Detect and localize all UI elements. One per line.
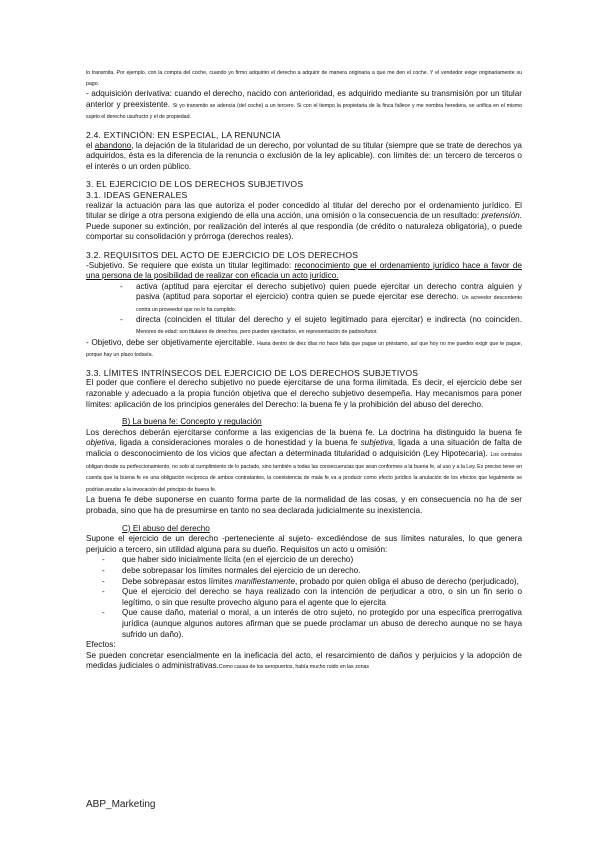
list-item: - activa (aptitud para ejercitar el derecho subjetivo) quien puede ejercitar un derecho contra alguien y pasiva (aptitud para soportar el ejercicio) contra quien se puede ejercitar ese derecho. Un acreedor descontento contra un proveedor que no lo ha cumplido. [86,282,522,316]
heading-3: 3. EL EJERCICIO DE LOS DERECHOS SUBJETIVOS [86,179,304,190]
list-item: - directa (coinciden el titular del derecho y el sujeto legitimado para ejercitar) e indirecta (no coinciden. Menores de edad: son titulares de derechos, pero pueden ejercitarlos, en representación de padres/tutor. [86,315,522,337]
heading-3-1: 3.1. IDEAS GENERALES [86,189,188,200]
pretension-term: pretensión. [481,211,522,221]
effects-paragraph: Se pueden concretar esencialmente en la ineficacia del acto, el resarcimiento de daños y perjuicios y la adopción de medidas judiciales o administrativas.Como causa de los aeropuertos, había mucho ruido en las zonas [86,650,522,671]
list-item: - Que cause daño, material o moral, a un interés de otro sujeto, no protegido por una específica prerrogativa jurídica (aunque algunos autores afirman que se puede proclamar un abuso de derecho aunque no se haya sufrido un daño). [86,608,522,640]
heading-3-3: 3.3. LÍMITES INTRÍNSECOS DEL EJERCICIO DE LOS DERECHOS SUBJETIVOS [86,367,419,378]
abandono-term: abandono [94,140,132,150]
legitimation-definition: reconocimiento que el ordenamiento jurídico hace a favor de una persona de la posibilidad de realizar con eficacia un acto jurídico. [86,260,522,281]
derivative-example: Si yo transmito se adencia (del coche) a un tercero. Si con el tiempo la propietaria de la finca fallece y me nombra heredera, se unifica en el mismo sujeto el derecho usufructo y el de propiedad. [86,102,522,121]
intro-paragraph: lo transmita. Por ejemplo, con la compra del coche, cuando yo firmo adquiriro el derecho a adquirir de manera originaria a que me den el coche. Y el vendedor exige originariamente su pago. [86,70,522,87]
page-footer: ABP_Marketing [86,799,156,810]
objective-example: Hasta dentro de diez días no hace falta que pague un préstamo, así que hoy no me puedes exigir que te pague, porque hay un plazo todavía. [86,340,522,359]
abuso-requirements-list [86,555,522,640]
buena-fe-example: Los contratos obligan desde su perfeccionamiento, no solo al cumplimiento de lo pactado, sino también a todas las consecuencias que sean conformes a la buena fe, al uso y a la Ley. Es preciso tener en cuenta que la buena fe es una obligación recíproca de ambos contratantes, la coexistencia de mala fe va a producir como efecto jurídico la anulación de los efectos que legalmente se podrían anudar a la invocación del principio de buena fe. [86,452,522,493]
renuncia-paragraph: el abandono, la dejación de la titularidad de un derecho, por voluntad de su titular (siempre que se trate de derechos ya adquiridos, ésta es la diferencia de la renuncia o exclusión de la ley aplicable). con límites de: un tercero de terceros o el interés o un orden público. [86,140,522,171]
legitimation-list [86,282,522,338]
list-item: - Debe sobrepasar estos límites manifiestamente, probado por quien obliga el abuso de derecho (perjudicado), [86,577,522,588]
abuso-paragraph: Supone el ejercicio de un derecho -perteneciente al sujeto- excediéndose de sus límites naturales, lo que genera perjuicio a tercero, sin utilidad alguna para su dueño. Requisitos un acto u omisión: [86,534,522,554]
list-item: - Que el ejercicio del derecho se haya realizado con la intención de perjudicar a otro, o sin un fin serio o legítimo, o sin que resulte provecho alguno para el agente que lo ejercita [86,587,522,608]
objective-requirement: - Objetivo, debe ser objetivamente ejercitable. Hasta dentro de diez días no hace falta que pague un préstamo, así que hoy no me puedes exigir que te pague, porque hay un plazo todavía. [86,337,522,359]
list-item-example: Menores de edad: son titulares de derechos, pero pueden ejercitarlos, en representación de padres/tutor. [136,329,378,336]
list-item-example: Un acreedor descontento contra un proveedor que no lo ha cumplido. [136,295,522,313]
heading-3-2: 3.2. REQUISITOS DEL ACTO DE EJERCICIO DE LOS DERECHOS [86,249,359,260]
buena-fe-paragraph: Los derechos deberán ejercitarse conforme a las exigencias de la buena fe. La doctrina ha distinguido la buena fe objetiva, ligada a consideraciones morales o de honestidad y la buena fe subjetiva, ligada a una situación de falta de malicia o desconocimiento de los vicios que afectan a determinada titularidad o adquisición (Ley Hipotecaria). Los contratos obligan desde su perfeccionamiento, no solo al cumplimiento de lo pactado, sino también a todas las consecuencias que sean conformes a la buena fe, al uso y a la Ley. Es preciso tener en cuenta que la buena fe es una obligación recíproca de ambos contratantes, la coexistencia de mala fe va a producir como efecto jurídico la anulación de los efectos que legalmente se podrían anudar a la invocación del principio de buena fe. [86,427,522,493]
heading-buena-fe: B) La buena fe: Concepto y regulación [122,417,262,427]
heading-abuso: C) El abuso del derecho [122,523,210,533]
list-item: - que haber sido inicialmente lícita (en el ejercicio de un derecho) [86,555,522,566]
buena-fe-presumption: La buena fe debe suponerse en cuanto forma parte de la normalidad de las cosas, y en consecuencia no ha de ser probada, sino que ha de presumirse en tanto no sea declarada judicialmente su inexistencia. [86,495,522,515]
ideas-generales-paragraph: realizar la actuación para las que autoriza el poder concedido al titular del derecho por el ordenamiento jurídico. El titular se dirige a otra persona exigiendo de ella una acción, una omisión o la consecuencia de un resultado: pretensión. Puede suponer su extinción, por realización del interés al que respondía (de crédito o naturaleza obligatoria), o puede comportar su consolidación y prórroga (derechos reales). [86,200,522,242]
list-item: - debe sobrepasar los límites normales del ejercicio de un derecho. [86,566,522,577]
limits-paragraph: El poder que confiere el derecho subjetivo no puede ejercitarse de una forma ilimitada. Es decir, el ejercicio debe ser razonable y adecuado a la propia función objetiva que el derecho subjetivo desempeña. Hay mecanismos para poner límites: aplicación de los principios generales del Derecho: la buena fe y la prohibición del abuso del derecho. [86,378,522,409]
heading-2-4: 2.4. EXTINCIÓN: EN ESPECIAL, LA RENUNCIA [86,129,281,140]
subjective-requirement: -Subjetivo. Se requiere que exista un titular legitimado: reconocimiento que el ordenamiento jurídico hace a favor de una persona de la posibilidad de realizar con eficacia un acto jurídico. [86,260,522,281]
effects-label: Efectos: [86,640,116,650]
document-body [86,68,522,673]
effects-example: Como causa de los aeropuertos, había mucho ruido en las zonas [218,664,369,671]
derivative-acquisition-paragraph: - adquisición derivativa: cuando el derecho, nacido con anterioridad, es adquirido mediante su transmisión por un titular anterior y preexistente. Si yo transmito se adencia (del coche) a un tercero. Si con el tiempo la propietaria de la finca fallece y me nombra heredera, se unifica en el mismo sujeto el derecho usufructo y el de propiedad. [86,89,522,121]
